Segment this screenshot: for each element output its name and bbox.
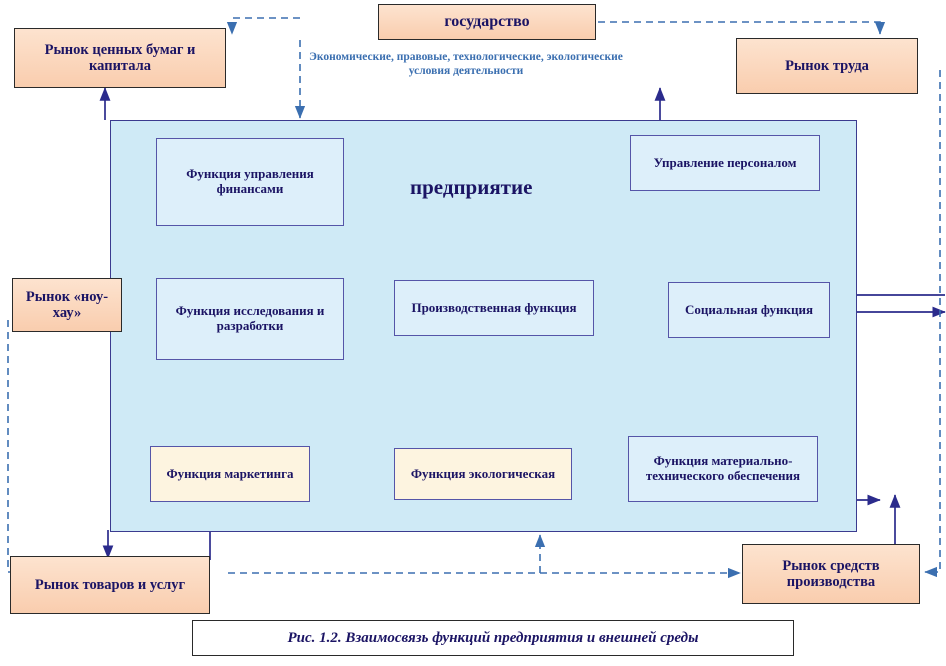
conditions-text: Экономические, правовые, технологические, экологические условия деятельности [309, 51, 623, 78]
external-node-gov-label: государство [444, 13, 530, 31]
figure-caption-text: Рис. 1.2. Взаимосвязь функций предприятия и внешней среды [287, 629, 699, 646]
external-node-goods[interactable] [10, 556, 210, 614]
external-node-means[interactable] [742, 544, 920, 604]
internal-node-eco[interactable] [394, 448, 572, 500]
figure-caption [192, 620, 794, 656]
external-node-means-label: Рынок средств производства [782, 557, 880, 590]
external-node-labor[interactable] [736, 38, 918, 94]
external-node-goods-label: Рынок товаров и услуг [34, 576, 186, 593]
external-node-securities[interactable] [14, 28, 226, 88]
internal-node-marketing[interactable] [150, 446, 310, 502]
internal-node-rnd[interactable] [156, 278, 344, 360]
internal-node-rnd-label: Функция исследования и разработки [175, 303, 325, 333]
internal-node-eco-label: Функция экологическая [410, 465, 556, 481]
external-node-gov[interactable] [378, 4, 596, 40]
internal-node-prod-label: Производственная функция [411, 299, 577, 315]
external-node-labor-label: Рынок труда [785, 57, 869, 74]
external-node-securities-label: Рынок ценных бумаг и капитала [44, 41, 196, 74]
internal-node-hr[interactable] [630, 135, 820, 191]
internal-node-fin-label: Функция управления финансами [186, 166, 314, 196]
internal-node-marketing-label: Функция маркетинга [166, 465, 294, 481]
external-node-knowhow-label: Рынок «ноу-хау» [25, 288, 109, 321]
internal-node-fin[interactable] [156, 138, 344, 226]
internal-node-mtl-label: Функция материально-технического обеспечения [645, 453, 801, 483]
internal-node-mtl[interactable] [628, 436, 818, 502]
enterprise-label: предприятие [410, 175, 533, 199]
internal-node-social-label: Социальная функция [684, 301, 814, 317]
internal-node-prod[interactable] [394, 280, 594, 336]
internal-node-social[interactable] [668, 282, 830, 338]
external-node-knowhow[interactable] [12, 278, 122, 332]
internal-node-hr-label: Управление персоналом [653, 154, 797, 170]
